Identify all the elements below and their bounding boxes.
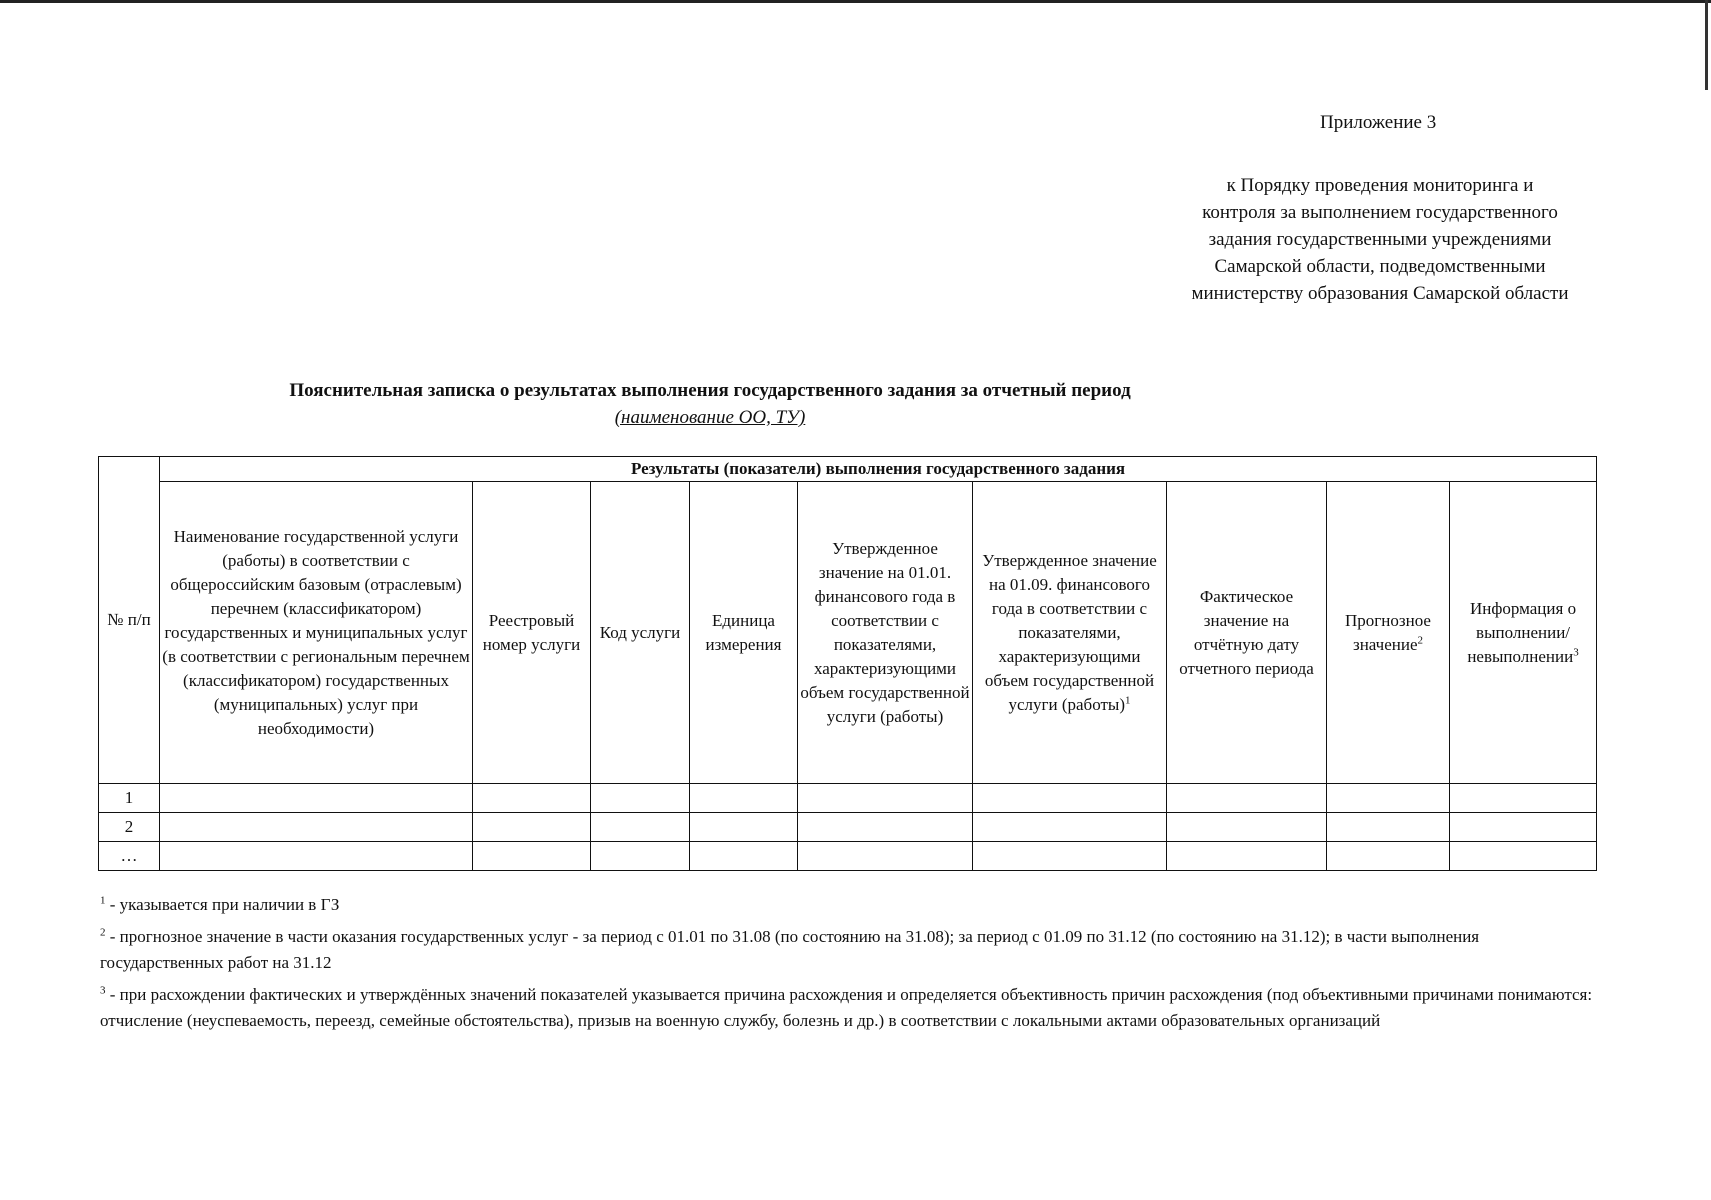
column-header-forecast-text: Прогнозное значение (1345, 610, 1431, 654)
column-header-service-code: Код услуги (591, 482, 690, 784)
table-row (99, 813, 1597, 842)
right-scan-border (1705, 0, 1708, 90)
column-header-approved-0101: Утвержденное значение на 01.01. финансового года в соответствии с показателями, характеризующими объем государственной услуги (работы) (798, 482, 973, 784)
footnote-text: - при расхождении фактических и утверждённых значений показателей указывается причина расхождения и определяется объективность причин расхождения (под объективными причинами понимаются: отчисление (неуспеваемость, переезд, семейные обстоятельства), призыв на военную службу, болезнь и др.) в соответствии с локальными актами образовательных организаций (100, 985, 1593, 1030)
appendix-reference-line: контроля за выполнением государственного (1202, 202, 1558, 223)
table-cell (591, 813, 690, 842)
top-scan-border (0, 0, 1711, 3)
table-cell (1450, 813, 1597, 842)
table-cell (690, 784, 798, 813)
footnote-ref-1: 1 (1125, 693, 1131, 706)
column-header-info-text: Информация о выполнении/ невыполнении (1467, 598, 1577, 666)
column-header-registry-number: Реестровый номер услуги (473, 482, 591, 784)
table-cell (160, 813, 473, 842)
table-cell (1167, 784, 1327, 813)
appendix-reference-line: к Порядку проведения мониторинга и (1226, 175, 1534, 196)
footnote-mark: 2 (100, 926, 106, 939)
footnote-ref-3: 3 (1573, 645, 1579, 658)
table-cell (473, 813, 591, 842)
table-row (99, 842, 1597, 871)
table-cell (1327, 813, 1450, 842)
table-cell (1327, 784, 1450, 813)
column-header-unit: Единица измерения (690, 482, 798, 784)
footnote-mark: 1 (100, 894, 106, 907)
column-header-info (1450, 482, 1597, 784)
table-cell (473, 842, 591, 871)
table-cell (591, 842, 690, 871)
column-header-forecast (1327, 482, 1450, 784)
column-header-num: № п/п (99, 457, 160, 784)
table-cell (1167, 813, 1327, 842)
footnote-1 (100, 892, 1600, 918)
table-cell (1167, 842, 1327, 871)
column-header-service-name: Наименование государственной услуги (работы) в соответствии с общероссийским базовым (отраслевым) перечнем (классификатором) государственных и муниципальных услуг (в соответствии с региональным перечнем (классификатором) государственных (муниципальных) услуг при необходимости) (160, 482, 473, 784)
footnote-3 (100, 982, 1600, 1034)
table-cell (973, 842, 1167, 871)
footnote-ref-2: 2 (1417, 633, 1423, 646)
document-title: Пояснительная записка о результатах выполнения государственного задания за отчетный период (289, 380, 1131, 401)
appendix-reference-line: задания государственными учреждениями (1208, 229, 1552, 250)
table-cell (1450, 784, 1597, 813)
table-cell (973, 813, 1167, 842)
row-number: 2 (99, 813, 160, 842)
table-cell (973, 784, 1167, 813)
table-cell (160, 842, 473, 871)
document-subtitle: (наименование ОО, ТУ) (614, 407, 806, 428)
footnote-mark: 3 (100, 984, 106, 997)
row-number: 1 (99, 784, 160, 813)
table-cell (798, 842, 973, 871)
footnote-2 (100, 924, 1600, 976)
appendix-reference-line: министерству образования Самарской области (1191, 283, 1569, 304)
appendix-reference (1160, 172, 1600, 307)
table-cell (473, 784, 591, 813)
table-cell (591, 784, 690, 813)
table-cell (1327, 842, 1450, 871)
footnote-text: - прогнозное значение в части оказания государственных услуг - за период с 01.01 по 31.08 (по состоянию на 31.08); за период с 01.09 по 31.12 (по состоянию на 31.12); в части выполнения государственных работ на 31.12 (100, 927, 1480, 972)
appendix-label: Приложение 3 (1320, 112, 1437, 133)
table-cell (160, 784, 473, 813)
footnotes (100, 892, 1600, 1040)
table-cell (1450, 842, 1597, 871)
column-header-approved-0109 (973, 482, 1167, 784)
table-cell (798, 813, 973, 842)
row-number: … (99, 842, 160, 871)
column-header-actual: Фактическое значение на отчётную дату отчетного периода (1167, 482, 1327, 784)
table-cell (798, 784, 973, 813)
footnote-text: - указывается при наличии в ГЗ (105, 895, 340, 914)
group-header: Результаты (показатели) выполнения государственного задания (160, 457, 1597, 482)
appendix-reference-line: Самарской области, подведомственными (1214, 256, 1546, 277)
table-row (99, 784, 1597, 813)
column-header-approved-0109-text: Утвержденное значение на 01.09. финансового года в соответствии с показателями, характеризующими объем государственной услуги (работы) (982, 550, 1157, 714)
results-table (98, 456, 1597, 871)
table-cell (690, 813, 798, 842)
table-cell (690, 842, 798, 871)
